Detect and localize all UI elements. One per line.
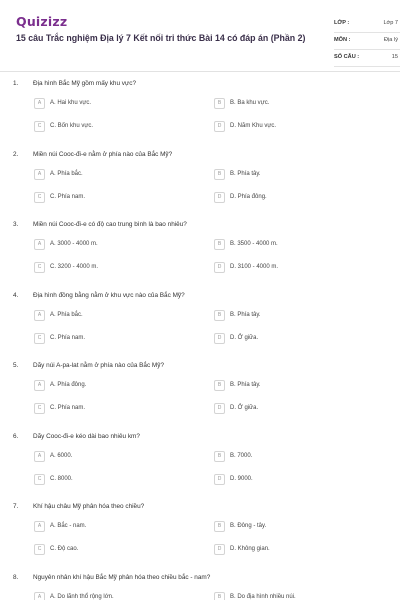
- option-text: A. Phía bắc.: [50, 311, 83, 318]
- answer-option-d[interactable]: [214, 474, 374, 486]
- option-letter-box: D: [214, 474, 225, 485]
- answer-option-b[interactable]: [214, 169, 374, 181]
- answer-option-b[interactable]: [214, 98, 374, 110]
- answer-option-b[interactable]: [214, 239, 374, 251]
- option-letter-box: B: [214, 310, 225, 321]
- question-number: 8.: [13, 573, 19, 581]
- meta-value: Lớp 7: [383, 20, 398, 26]
- option-letter-box: B: [214, 380, 225, 391]
- option-text: C. Độ cao.: [50, 546, 79, 552]
- meta-row-count: [334, 50, 400, 67]
- option-text: B. Phía tây.: [230, 382, 261, 388]
- answer-option-b[interactable]: [214, 521, 374, 533]
- option-letter-box: A: [34, 380, 45, 391]
- question-number: 4.: [13, 291, 19, 299]
- question-text: Miền núi Cooc-đi-e có độ cao trung bình là bao nhiêu?: [33, 221, 187, 228]
- option-letter-box: A: [34, 451, 45, 462]
- meta-row-subject: [334, 33, 400, 50]
- answer-option-a[interactable]: [34, 451, 194, 463]
- question-number: 1.: [13, 80, 19, 87]
- option-letter-box: C: [34, 192, 45, 203]
- option-text: A. Bắc - nam.: [50, 523, 87, 529]
- quizizz-logo: Quizizz: [16, 14, 68, 29]
- question-2: [0, 151, 400, 221]
- answer-option-a[interactable]: [34, 239, 194, 251]
- answer-option-d[interactable]: [214, 121, 374, 133]
- answer-option-c[interactable]: [34, 121, 194, 133]
- question-8: [0, 574, 400, 600]
- option-letter-box: D: [214, 403, 225, 414]
- answer-option-b[interactable]: [214, 592, 374, 600]
- answer-option-a[interactable]: [34, 521, 194, 533]
- question-text: Dãy Cooc-đi-e kéo dài bao nhiêu km?: [33, 432, 140, 440]
- option-letter-box: C: [34, 403, 45, 414]
- question-text: Khí hậu châu Mỹ phân hóa theo chiều?: [33, 503, 145, 510]
- header: [16, 14, 398, 76]
- answer-option-d[interactable]: [214, 262, 374, 274]
- header-divider: [0, 71, 400, 72]
- option-letter-box: C: [34, 544, 45, 555]
- question-number: 2.: [13, 150, 19, 158]
- option-letter-box: B: [214, 169, 225, 180]
- question-3: [0, 221, 400, 291]
- option-text: A. Hai khu vực.: [50, 100, 92, 106]
- option-text: A. Phía đông.: [50, 382, 87, 388]
- option-letter-box: A: [34, 521, 45, 532]
- question-5: [0, 362, 400, 432]
- option-text: C. Phía nam.: [50, 334, 86, 341]
- option-text: A. 6000.: [50, 452, 73, 459]
- option-letter-box: D: [214, 333, 225, 344]
- option-text: C. Phía nam.: [50, 193, 86, 200]
- answer-option-c[interactable]: [34, 403, 194, 415]
- page-title: 15 câu Trắc nghiệm Địa lý 7 Kết nối tri thức Bài 14 có đáp án (Phần 2): [16, 33, 306, 43]
- answer-option-d[interactable]: [214, 403, 374, 415]
- answer-option-c[interactable]: [34, 474, 194, 486]
- answer-option-c[interactable]: [34, 333, 194, 345]
- option-text: B. Ba khu vực.: [230, 100, 270, 106]
- option-text: C. Phía nam.: [50, 405, 86, 411]
- meta-label: LỚP :: [334, 20, 350, 26]
- question-number: 3.: [13, 221, 19, 228]
- option-text: D. Ở giữa.: [230, 405, 259, 411]
- option-letter-box: C: [34, 262, 45, 273]
- option-letter-box: A: [34, 169, 45, 180]
- option-letter-box: C: [34, 333, 45, 344]
- question-number: 7.: [13, 503, 19, 510]
- option-letter-box: A: [34, 310, 45, 321]
- question-text: Địa hình Bắc Mỹ gồm mấy khu vực?: [33, 80, 137, 87]
- option-letter-box: B: [214, 451, 225, 462]
- answer-option-b[interactable]: [214, 380, 374, 392]
- question-7: [0, 503, 400, 573]
- question-text: Nguyên nhân khí hậu Bắc Mỹ phân hóa theo chiều bắc - nam?: [33, 573, 211, 581]
- option-letter-box: B: [214, 521, 225, 532]
- question-text: Miền núi Cooc-đi-e nằm ở phía nào của Bắc Mỹ?: [33, 150, 173, 158]
- meta-value: Địa lý: [384, 37, 398, 43]
- option-text: B. Đông - tây.: [230, 523, 267, 529]
- option-text: D. Ở giữa.: [230, 334, 259, 341]
- option-text: C. 3200 - 4000 m.: [50, 264, 99, 270]
- answer-option-a[interactable]: [34, 169, 194, 181]
- option-text: D. 3100 - 4000 m.: [230, 264, 279, 270]
- option-text: B. Do địa hình nhiều núi.: [230, 593, 296, 600]
- option-text: C. Bốn khu vực.: [50, 123, 94, 129]
- option-text: B. 7000.: [230, 452, 253, 459]
- option-text: A. Phía bắc.: [50, 170, 83, 177]
- option-text: A. Do lãnh thổ rộng lớn.: [50, 593, 114, 600]
- meta-label: MÔN :: [334, 37, 351, 43]
- question-1: [0, 80, 400, 150]
- option-letter-box: B: [214, 98, 225, 109]
- answer-option-a[interactable]: [34, 310, 194, 322]
- answer-option-c[interactable]: [34, 544, 194, 556]
- answer-option-d[interactable]: [214, 192, 374, 204]
- answer-option-a[interactable]: [34, 592, 194, 600]
- meta-value: 15: [391, 54, 398, 60]
- answer-option-d[interactable]: [214, 544, 374, 556]
- meta-row-class: [334, 16, 400, 33]
- question-text: Dãy núi A-pa-lat nằm ở phía nào của Bắc Mỹ?: [33, 362, 165, 369]
- question-4: [0, 292, 400, 362]
- meta-panel: [334, 16, 400, 67]
- option-text: C. 8000.: [50, 475, 73, 482]
- meta-label: SỐ CÂU :: [334, 54, 360, 60]
- option-text: A. 3000 - 4000 m.: [50, 241, 98, 247]
- option-letter-box: B: [214, 239, 225, 250]
- option-letter-box: D: [214, 262, 225, 273]
- option-text: B. Phía tây.: [230, 170, 261, 177]
- option-text: B. 3500 - 4000 m.: [230, 241, 278, 247]
- option-letter-box: D: [214, 192, 225, 203]
- answer-option-a[interactable]: [34, 380, 194, 392]
- question-number: 6.: [13, 432, 19, 440]
- option-letter-box: B: [214, 592, 225, 600]
- option-text: D. Không gian.: [230, 546, 270, 552]
- option-text: B. Phía tây.: [230, 311, 261, 318]
- answer-option-c[interactable]: [34, 192, 194, 204]
- answer-option-b[interactable]: [214, 310, 374, 322]
- option-letter-box: C: [34, 474, 45, 485]
- option-letter-box: A: [34, 592, 45, 600]
- option-text: D. Năm Khu vực.: [230, 123, 277, 129]
- option-letter-box: A: [34, 98, 45, 109]
- question-text: Địa hình đồng bằng nằm ở khu vực nào của Bắc Mỹ?: [33, 291, 185, 299]
- option-letter-box: D: [214, 121, 225, 132]
- option-text: D. 9000.: [230, 475, 253, 482]
- option-letter-box: A: [34, 239, 45, 250]
- answer-option-a[interactable]: [34, 98, 194, 110]
- option-letter-box: D: [214, 544, 225, 555]
- option-letter-box: C: [34, 121, 45, 132]
- option-text: D. Phía đông.: [230, 193, 267, 200]
- answer-option-b[interactable]: [214, 451, 374, 463]
- question-number: 5.: [13, 362, 19, 369]
- question-6: [0, 433, 400, 503]
- answer-option-d[interactable]: [214, 333, 374, 345]
- answer-option-c[interactable]: [34, 262, 194, 274]
